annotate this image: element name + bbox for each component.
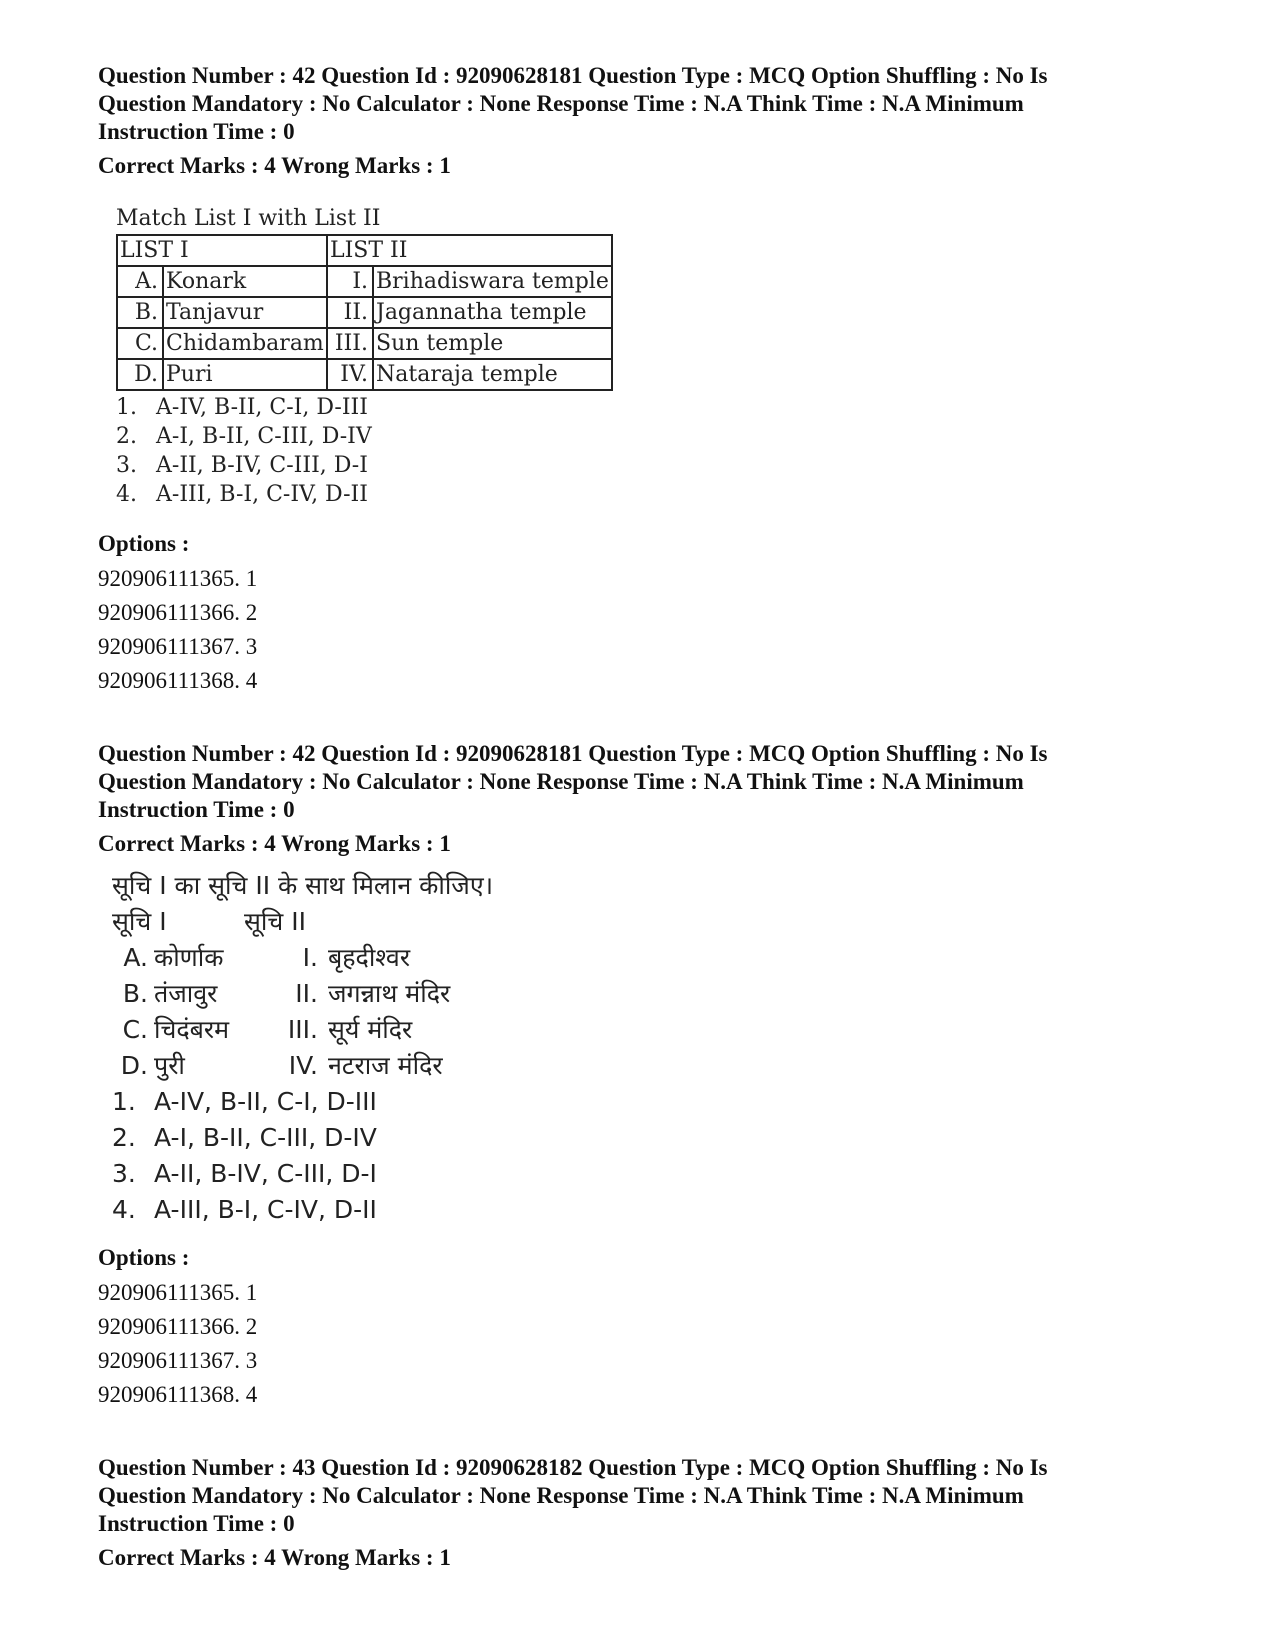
question-header: [98, 62, 1178, 146]
question-header-line: Question Mandatory : No Calculator : None Response Time : N.A Think Time : N.A Minimum: [98, 1483, 1024, 1508]
answer-choice-text: A-I, B-II, C-III, D-IV: [154, 1123, 377, 1152]
answer-choices: [116, 393, 613, 509]
options-block-42-en: [98, 530, 1178, 698]
answer-choices: [112, 1084, 493, 1228]
list-i-code: D.: [120, 1051, 148, 1080]
question-image-hi: [112, 868, 493, 1228]
list-i-item: चिदंबरम: [154, 1015, 230, 1044]
answer-choice-number: 4.: [112, 1195, 136, 1224]
answer-choice-text: A-IV, B-II, C-I, D-III: [154, 1087, 377, 1116]
marks-line: Correct Marks : 4 Wrong Marks : 1: [98, 1545, 451, 1570]
question-header-line: Question Mandatory : No Calculator : None Response Time : N.A Think Time : N.A Minimum: [98, 91, 1024, 116]
list-i-item: Konark: [163, 266, 327, 297]
list-ii-item: Brihadiswara temple: [373, 266, 612, 297]
list-ii-code: IV.: [327, 359, 373, 390]
match-table-header-row: [117, 235, 612, 266]
match-instruction: सूचि I का सूचि II के साथ मिलान कीजिए।: [112, 871, 494, 900]
question-header-line: Question Number : 43 Question Id : 92090628182 Question Type : MCQ Option Shuffling : No Is: [98, 1455, 1048, 1480]
option-item: 920906111366. 2: [98, 600, 258, 625]
list-ii-code: I.: [302, 943, 318, 972]
match-table: [116, 234, 613, 391]
list-ii-code: I.: [327, 266, 373, 297]
question-header-line: Instruction Time : 0: [98, 1511, 295, 1536]
answer-choice-number: 2.: [116, 424, 137, 449]
answer-choice: [112, 1156, 493, 1192]
answer-choice: [112, 1192, 493, 1228]
list-ii-code: II.: [295, 979, 318, 1008]
question-header-line: Question Number : 42 Question Id : 92090628181 Question Type : MCQ Option Shuffling : No Is: [98, 63, 1048, 88]
list-i-item: पुरी: [154, 1051, 185, 1080]
list-i-code: A.: [117, 266, 163, 297]
match-row: [112, 940, 493, 976]
list-i-item: Tanjavur: [163, 297, 327, 328]
answer-choice-text: A-III, B-I, C-IV, D-II: [154, 1195, 377, 1224]
option-item: 920906111367. 3: [98, 634, 258, 659]
question-header-line: Instruction Time : 0: [98, 797, 295, 822]
list-ii-header: LIST II: [327, 235, 612, 266]
answer-choice-number: 1.: [112, 1087, 136, 1116]
answer-choice-text: A-II, B-IV, C-III, D-I: [156, 453, 368, 478]
options-title: Options :: [98, 1245, 190, 1270]
option-item: 920906111367. 3: [98, 1348, 258, 1373]
answer-choice-text: A-IV, B-II, C-I, D-III: [156, 395, 368, 420]
answer-choice-number: 3.: [116, 453, 137, 478]
answer-choice-text: A-II, B-IV, C-III, D-I: [154, 1159, 377, 1188]
match-table-row: [117, 266, 612, 297]
answer-choice: [116, 422, 613, 451]
list-ii-code: IV.: [288, 1051, 318, 1080]
match-list: [112, 940, 493, 1084]
question-header-line: Instruction Time : 0: [98, 119, 295, 144]
question-image-en: [116, 204, 613, 509]
list-i-code: B.: [117, 297, 163, 328]
answer-choice-text: A-III, B-I, C-IV, D-II: [156, 482, 368, 507]
options-block-42-hi: [98, 1244, 1178, 1412]
list-i-code: C.: [122, 1015, 148, 1044]
option-item: 920906111366. 2: [98, 1314, 258, 1339]
answer-choice-number: 4.: [116, 482, 137, 507]
question-header: [98, 1454, 1178, 1538]
match-instruction: Match List I with List II: [116, 206, 381, 231]
list-i-header: LIST I: [117, 235, 327, 266]
answer-choice: [116, 480, 613, 509]
match-table-row: [117, 359, 612, 390]
list-ii-header: सूचि II: [244, 907, 306, 936]
list-ii-code: III.: [287, 1015, 318, 1044]
options-list: [98, 562, 1178, 698]
list-headers: [112, 904, 493, 940]
match-row: [112, 1048, 493, 1084]
question-block-43: [98, 1454, 1178, 1572]
list-i-code: C.: [117, 328, 163, 359]
answer-choice: [112, 1084, 493, 1120]
options-list: [98, 1276, 1178, 1412]
answer-choice-text: A-I, B-II, C-III, D-IV: [156, 424, 372, 449]
list-i-item: तंजावुर: [154, 979, 218, 1008]
list-i-item: Chidambaram: [163, 328, 327, 359]
question-block-42-hi: [98, 740, 1178, 858]
match-table-row: [117, 297, 612, 328]
options-title: Options :: [98, 531, 190, 556]
match-row: [112, 1012, 493, 1048]
list-ii-item: Sun temple: [373, 328, 612, 359]
question-header-line: Question Mandatory : No Calculator : None Response Time : N.A Think Time : N.A Minimum: [98, 769, 1024, 794]
option-item: 920906111368. 4: [98, 668, 258, 693]
question-header: [98, 740, 1178, 824]
answer-choice: [116, 451, 613, 480]
list-i-item: Puri: [163, 359, 327, 390]
list-i-code: A.: [123, 943, 148, 972]
answer-choice-number: 3.: [112, 1159, 136, 1188]
list-i-code: B.: [122, 979, 148, 1008]
list-ii-code: III.: [327, 328, 373, 359]
match-table-row: [117, 328, 612, 359]
list-i-header: सूचि I: [112, 907, 167, 936]
answer-choice: [116, 393, 613, 422]
answer-choice-number: 1.: [116, 395, 137, 420]
list-ii-item: नटराज मंदिर: [328, 1051, 443, 1080]
list-i-item: कोर्णाक: [154, 943, 224, 972]
marks-line: Correct Marks : 4 Wrong Marks : 1: [98, 153, 451, 178]
match-row: [112, 976, 493, 1012]
list-i-code: D.: [117, 359, 163, 390]
answer-choice: [112, 1120, 493, 1156]
list-ii-item: Nataraja temple: [373, 359, 612, 390]
list-ii-item: बृहदीश्वर: [328, 943, 411, 972]
option-item: 920906111365. 1: [98, 1280, 258, 1305]
question-block-42-en: [98, 62, 1178, 180]
list-ii-item: Jagannatha temple: [373, 297, 612, 328]
option-item: 920906111365. 1: [98, 566, 258, 591]
question-header-line: Question Number : 42 Question Id : 92090628181 Question Type : MCQ Option Shuffling : No Is: [98, 741, 1048, 766]
list-ii-item: जगन्नाथ मंदिर: [328, 979, 451, 1008]
option-item: 920906111368. 4: [98, 1382, 258, 1407]
list-ii-code: II.: [327, 297, 373, 328]
answer-choice-number: 2.: [112, 1123, 136, 1152]
marks-line: Correct Marks : 4 Wrong Marks : 1: [98, 831, 451, 856]
list-ii-item: सूर्य मंदिर: [328, 1015, 413, 1044]
